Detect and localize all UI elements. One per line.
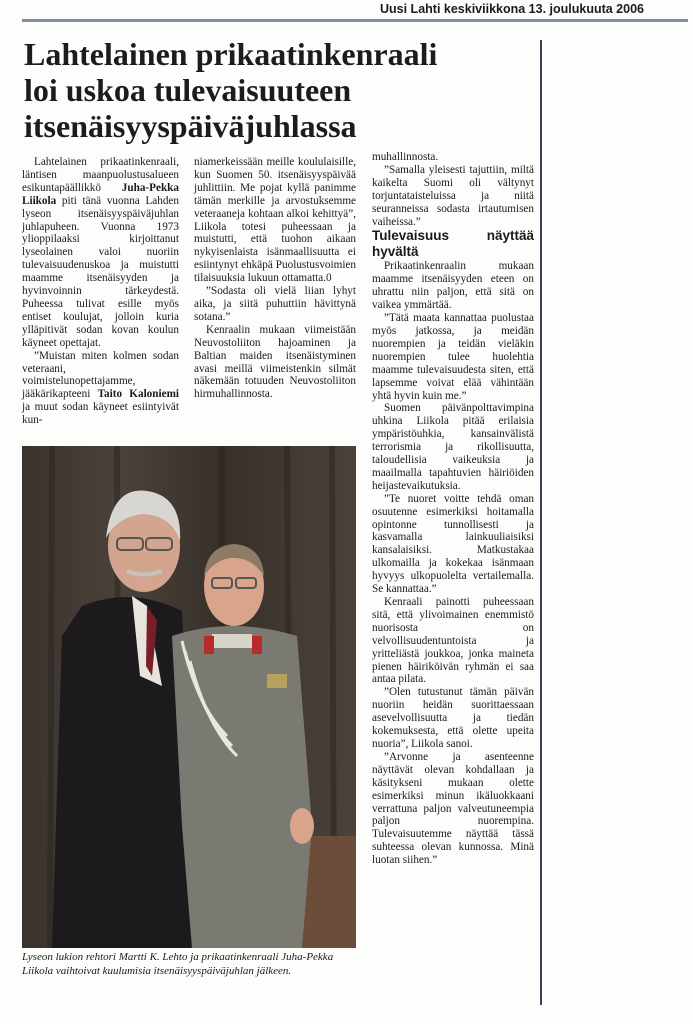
paragraph: ”Sodasta oli vielä liian lyhyt aika, ja siitä puhuttiin hävittynä sotana.” xyxy=(194,285,356,323)
paragraph: ”Muistan miten kolmen sodan veteraani, voimistelunopettajamme, jääkärikapteeni Taito Kaloniemi ja muut sodan käyneet esiintyivät kun- xyxy=(22,349,179,427)
paragraph: Kenraalin mukaan viimeistään Neuvostoliiton hajoaminen ja Baltian maiden itsenäistyminen avasi meillä viimeistenkin silmät näkemään totuuden Neuvostoliiton hirmuhallinnosta. xyxy=(194,323,356,401)
paragraph: ”Olen tutustunut tämän päivän nuoriin heidän suorittaessaan asevelvollisuutta ja tiedän kokemuksesta, että olette upeita nuoria”, Liikola sanoi. xyxy=(372,686,534,750)
paragraph: niamerkeissään meille koululaisille, kun Suomen 50. itsenäisyyspäivää juhlittiin. Me pojat kyllä panimme tämän merkille ja arvostuksemme veteraaneja kohtaan alkoi kehittyä”, Liikola totesi puheessaan ja muistutti, että tuohon aikaan nykyisenlaista isänmaallisuutta ei esiintynyt ehkäpä Puolustusvoimien tilaisuuksia lukuun ottamatta.0 xyxy=(194,156,356,285)
person-name: Taito Kaloniemi xyxy=(97,388,179,401)
article-column-2 xyxy=(194,156,356,401)
headline-line-3: itsenäisyyspäiväjuhlassa xyxy=(24,108,357,144)
paragraph: ”Tätä maata kannattaa puolustaa myös jatkossa, ja meidän nuorempien ja teidän vieläkin nuorempien tulee huolehtia maamme tulevaisuudesta siten, että lapsemme voivat elää vähintään yhtä hyvin kuin me.” xyxy=(372,312,534,402)
paragraph: Prikaatinkenraalin mukaan maamme itsenäisyyden eteen on uhrattu niin paljon, että sitä on vaikea ymmärtää. xyxy=(372,260,534,312)
subheading: Tulevaisuus näyttää hyvältä xyxy=(372,228,534,260)
person-name: Juha-Pekka Liikola xyxy=(22,181,179,207)
paragraph: Lahtelainen prikaatinkenraali, läntisen maanpuolustusalueen esikuntapäällikkö Juha-Pekka Liikola piti tänä vuonna Lahden lyseon itsenäisyyspäiväjuhlan juhlapuheen. Vuonna 1973 ylioppilaaksi kirjoittanut lyseolainen valoi nuoriin tulevaisuudenuskoa ja muistutti maamme itsenäisyyden ja hyvinvoinnin tärkeydestä. Puheessa tulivat esille myös entiset koulujat, jolloin kuria ylläpitivät sodan kovan koulun käyneet opettajat. xyxy=(22,156,179,349)
top-rule xyxy=(22,19,688,22)
column-rule xyxy=(540,40,542,1005)
article-photo xyxy=(22,446,356,948)
masthead: Uusi Lahti keskiviikkona 13. joulukuuta 2006 xyxy=(380,2,644,16)
article-column-3 xyxy=(372,151,534,867)
paragraph: ”Te nuoret voitte tehdä oman osuutenne esimerkiksi hoitamalla opintonne tunnollisesti ja kasvamalla lainkuuliaisiksi kansalaisiksi. Matkustakaa ulkomailla ja kokekaa isänmaan hyvyys ulkopuolelta vertailemalla. Se kannattaa.” xyxy=(372,492,534,596)
paragraph: Suomen päivänpolttavimpina uhkina Liikola pitää erilaisia ympäristöuhkia, kansainvälistä terrorismia ja rikollisuutta, taloudellisia vaikeuksia ja maailmalla tapahtuvien häiriöiden heijastevaikutuksia. xyxy=(372,402,534,492)
photo-caption: Lyseon lukion rehtori Martti K. Lehto ja prikaatinkenraali Juha-Pekka Liikola vaihtoivat kuulumisia itsenäisyyspäiväjuhlan jälkeen. xyxy=(22,951,334,977)
article-column-1 xyxy=(22,156,179,427)
paragraph: muhallinnosta. xyxy=(372,151,439,163)
headline-line-1: Lahtelainen prikaatinkenraali xyxy=(24,36,438,72)
paragraph: ”Arvonne ja asenteenne näyttävät olevan kohdallaan ja käsitykseni mukaan olette esimerkiksi minun ikäluokkaani verrattuna paljon valveutuneempia paljon nuorempina. Tulevaisuutemme näyttää tässä suhteessa olevan kunnossa. Minä luotan siihen.” xyxy=(372,750,534,867)
paragraph: Kenraali painotti puheessaan sitä, että ylivoimainen enemmistö nuorisosta on velvollisuudentuntoista ja yritteliästä joukkoa, jonka maineta pienen häiriköivän ryhmän ei saa antaa pilata. xyxy=(372,596,534,686)
paragraph: ”Samalla yleisesti tajuttiin, miltä kaikelta Suomi oli vältynyt torjuntataisteluissa ja niitä seuranneissa sodasta irtautumisen vaiheissa.” xyxy=(372,163,534,228)
headline-line-2: loi uskoa tulevaisuuteen xyxy=(24,72,352,108)
photo-illustration xyxy=(22,446,356,948)
headline xyxy=(24,36,534,144)
